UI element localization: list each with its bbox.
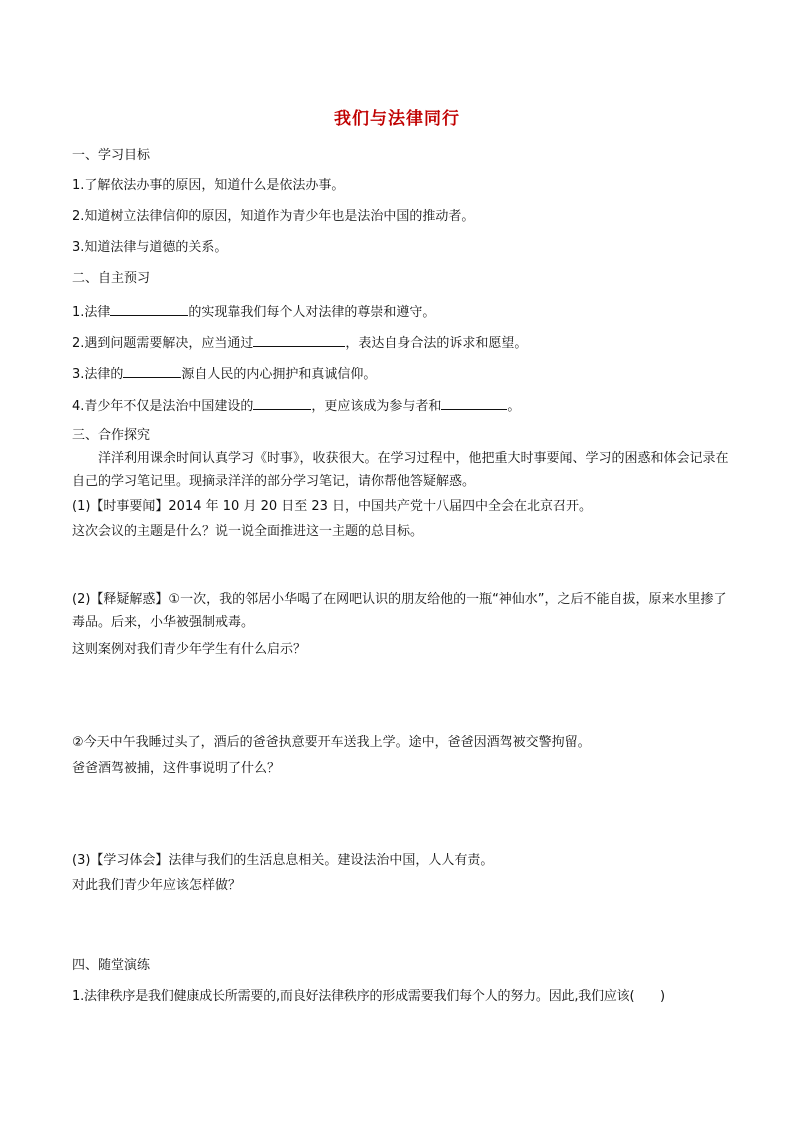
case-item-2: ②今天中午我睡过头了，酒后的爸爸执意要开车送我上学。途中，爸爸因酒驾被交警拘留。 — [72, 735, 591, 750]
preview-text: 源自人民的内心拥护和真诚信仰。 — [181, 367, 377, 382]
section-heading-goals: 一、学习目标 — [72, 148, 151, 163]
goal-item: 2.知道树立法律信仰的原因，知道作为青少年也是法治中国的推动者。 — [72, 209, 475, 224]
fill-blank — [110, 303, 188, 316]
case-item-1: (2)【释疑解惑】①一次，我的邻居小华喝了在网吧认识的朋友给他的一瓶“神仙水”，之后不能自拔，原来水里掺了毒品。后来，小华被强制戒毒。 — [72, 592, 727, 630]
goal-item: 3.知道法律与道德的关系。 — [72, 240, 228, 255]
preview-item-4 — [72, 397, 520, 415]
fill-blank — [253, 397, 311, 410]
page-title: 我们与法律同行 — [334, 109, 460, 129]
goal-item: 1.了解依法办事的原因，知道什么是依法办事。 — [72, 178, 345, 193]
reflection-item: (3)【学习体会】法律与我们的生活息息相关。建设法治中国，人人有责。 — [72, 853, 494, 868]
preview-text: 3.法律的 — [72, 367, 124, 382]
preview-text: 2.遇到问题需要解决，应当通过 — [72, 336, 254, 351]
section-heading-practice: 四、随堂演练 — [72, 958, 151, 973]
fill-blank — [441, 397, 507, 410]
preview-text: 的实现靠我们每个人对法律的尊崇和遵守。 — [188, 305, 436, 320]
preview-item-3 — [72, 365, 376, 383]
preview-item-2 — [72, 334, 527, 352]
section-heading-explore: 三、合作探究 — [72, 428, 151, 443]
preview-text: 。 — [507, 399, 521, 414]
section-heading-preview: 二、自主预习 — [72, 271, 151, 286]
case-question-1: 这则案例对我们青少年学生有什么启示？ — [72, 642, 307, 657]
fill-blank — [123, 365, 181, 378]
reflection-question: 对此我们青少年应该怎样做？ — [72, 878, 242, 893]
fill-blank — [253, 334, 345, 347]
preview-text: 1.法律 — [72, 305, 111, 320]
explore-intro: 洋洋利用课余时间认真学习《时事》，收获很大。在学习过程中，他把重大时事要闻、学习的困惑和体会记录在自己的学习笔记里。现摘录洋洋的部分学习笔记，请你帮他答疑解惑。 — [72, 451, 729, 489]
preview-item-1 — [72, 303, 435, 321]
preview-text: 4.青少年不仅是法治中国建设的 — [72, 399, 254, 414]
preview-text: ，表达自身合法的诉求和愿望。 — [345, 336, 528, 351]
news-item: (1)【时事要闻】2014 年 10 月 20 日至 23 日，中国共产党十八届四中全会在北京召开。 — [72, 499, 593, 514]
preview-text: ，更应该成为参与者和 — [311, 399, 442, 414]
case-question-2: 爸爸酒驾被捕，这件事说明了什么？ — [72, 761, 281, 776]
practice-question-1: 1.法律秩序是我们健康成长所需要的,而良好法律秩序的形成需要我们每个人的努力。因此,我们应该( ) — [72, 989, 665, 1004]
news-question: 这次会议的主题是什么？说一说全面推进这一主题的总目标。 — [72, 524, 424, 539]
